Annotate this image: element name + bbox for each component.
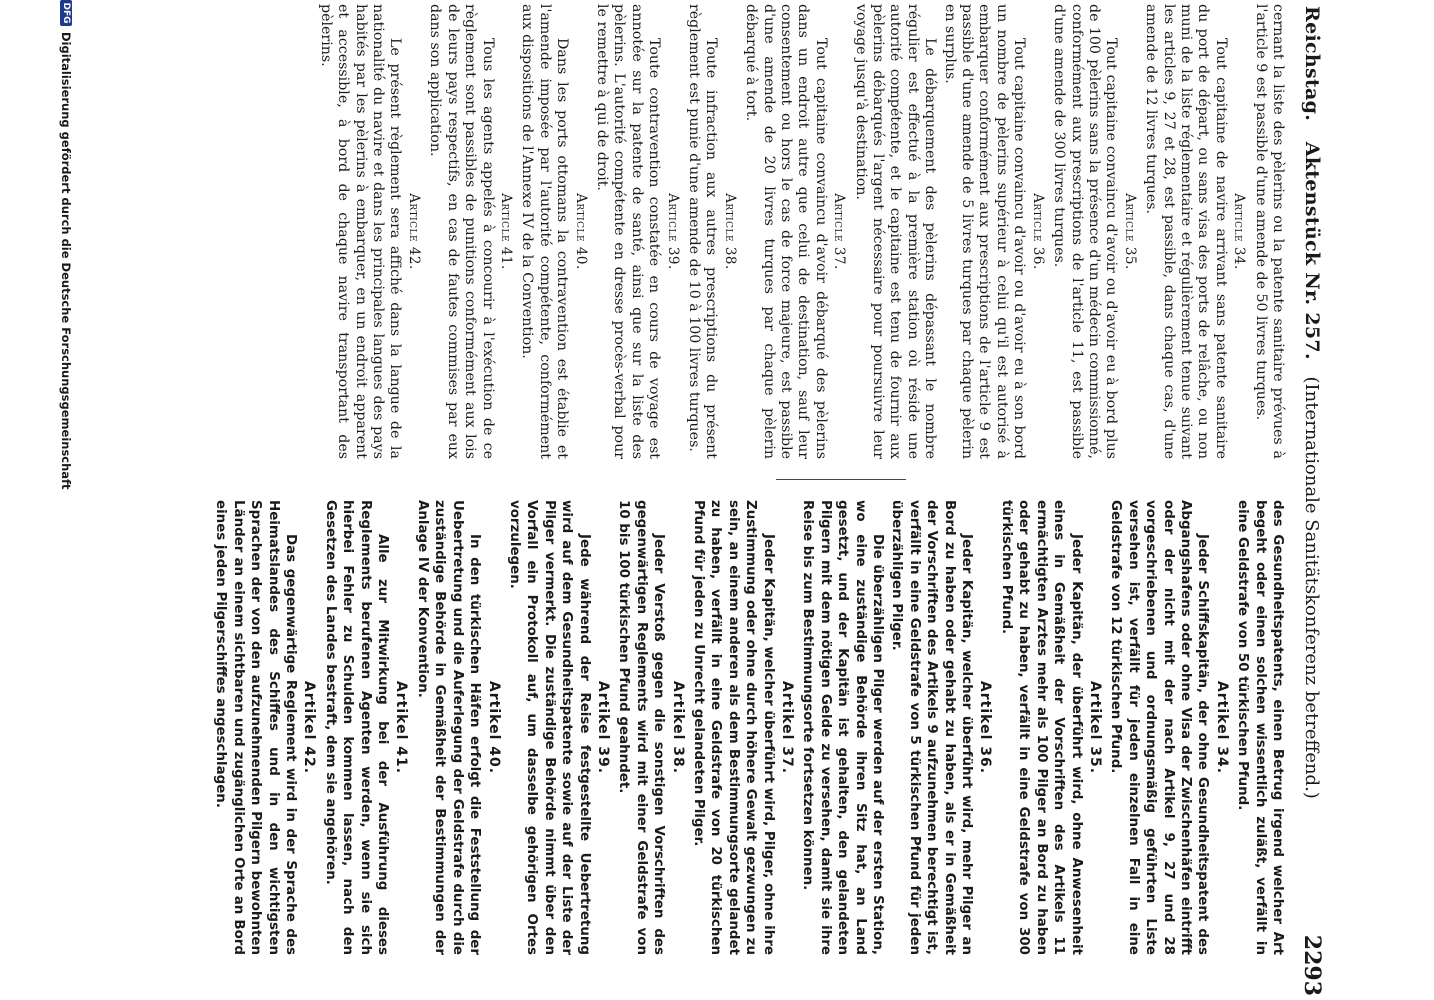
article-text: Jede während der Reise festgestellte Uebertretung wird auf dem Gesundheitspatente sowie auf der Liste der Pilger vermerkt. Die zuständige Behörde nimmt über den Vorfall ein Protokoll auf, um dasselbe gehörigen Ortes vorzulegen. — [506, 500, 592, 955]
article-text: Jeder Kapitän, der überführt wird, ohne Anwesenheit eines in Gemäßheit der Vorschriften des Artikels 11 ermächtigten Arztes mehr als 100 Pilger an Bord zu haben oder gehabt zu haben, verfällt in eine Geldstrafe von 300 türkischen Pfund. — [998, 500, 1084, 955]
article-text: Jeder Verstoß gegen die sonstigen Vorschriften des gegenwärtigen Reglements wird mit einer Geldstrafe von 10 bis 100 türkischen Pfund geahndet. — [616, 500, 667, 955]
article-heading: Artikel 40. — [485, 680, 502, 775]
article-heading: Artikel 38. — [669, 680, 686, 775]
header-subtitle: (Internationale Sanitätskonferenz betreffend.) — [1301, 376, 1322, 799]
article-heading: Artikel 34. — [1213, 680, 1230, 775]
article-text: Tous les agents appelés à concourir à l'exécution de ce règlement sont passibles de punitions conformément aux lois de leurs pays respectifs, en cas de fautes commises par eux dans son application. — [427, 4, 496, 459]
article-heading: Article 37. — [831, 193, 848, 270]
article-heading: Artikel 37. — [779, 680, 796, 775]
article-heading: Article 42. — [405, 193, 422, 270]
german-intro: des Gesundheitspatents, einen Betrug irgend welcher Art begeht oder einen solchen wissentlich zuläßt, verfällt in eine Geldstrafe von 50 türkischen Pfund. — [1235, 500, 1285, 955]
header-title: Reichstag. — [1301, 6, 1323, 122]
page-number: 2293 — [1299, 934, 1325, 996]
german-articles — [212, 500, 1230, 955]
article-text: Toute contravention constatée en cours de voyage est annotée sur la patente de santé, ainsi que sur la liste des pèlerins. L'autorité compétente en dresse procès-verbal pour le remettre à qui de droit. — [593, 4, 663, 459]
article-text: In den türkischen Häfen erfolgt die Feststellung der Uebertretung und die Auferlegung der Geldstrafe durch die zuständige Behörde in Gemäßheit der Bestimmungen der Anlage IV der Konvention. — [414, 500, 483, 955]
column-divider — [776, 479, 906, 480]
french-column — [314, 4, 1286, 459]
article-heading: Article 39. — [664, 193, 681, 270]
article-text: Tout capitaine convaincu d'avoir ou d'avoir eu à bord plus de 100 pèlerins sans la présence d'un médecin commissionné, conformément aux prescriptions de l'article 11, est passible d'une amende de 300 livres turques. — [1051, 4, 1120, 459]
article-text: Toute infraction aux autres prescriptions du présent règlement est punie d'une amende de 10 à 100 livres turques. — [686, 4, 720, 459]
article-text: Dans les ports ottomans la contravention est établie et l'amende imposée par l'autorité compétente, conformément aux dispositions de l'Annexe IV de la Convention. — [519, 4, 571, 459]
article-text: Tout capitaine convaincu d'avoir débarqué des pèlerins dans un endroit autre que celui de destination, sauf leur consentement ou hors le cas de force majeure, est passible d'une amende de 20 livres turques par chaque pèlerin débarqué à tort. — [743, 4, 829, 459]
article-heading: Article 38. — [721, 193, 738, 270]
article-heading: Article 35. — [1121, 193, 1138, 270]
article-heading: Artikel 42. — [301, 680, 318, 775]
article-text: Tout capitaine de navire arrivant sans patente sanitaire du port de départ, ou sans visa des ports de relâche, ou non muni de la liste réglementaire et régulièrement tenue suivant les articles 9, 27 et 28, est passible, dans chaque cas, d'une amende de 12 livres turques. — [1143, 4, 1229, 459]
french-intro: cernant la liste des pèlerins ou la patente sanitaire prévues à l'article 9 est passible d'une amende de 50 livres turques. — [1252, 4, 1286, 459]
article-text: Alle zur Mitwirkung bei der Ausführung dieses Reglements berufenen Agenten werden, wenn sie sich hierbei Fehler zu Schulden kommen lassen, nach den Gesetzen des Landes bestraft, dem sie angehören. — [322, 500, 391, 955]
article-heading: Artikel 36. — [977, 680, 994, 775]
dfg-logo: DFG — [60, 0, 72, 26]
article-heading: Article 41. — [497, 193, 514, 270]
header-doc-number: Aktenstück Nr. 257. — [1301, 141, 1323, 360]
article-heading: Article 34. — [1231, 193, 1248, 270]
article-text: Le présent règlement sera affiché dans la langue de la nationalité du navire et dans les principales langues des pays habités par les pèlerins à embarquer, en un endroit apparent et accessible, à bord de chaque navire transportant des pèlerins. — [317, 4, 404, 459]
article-text: Jeder Kapitän, welcher überführt wird, Pilger, ohne ihre Zustimmung oder ohne durch höhere Gewalt gezwungen zu sein, an einem anderen als dem Bestimmungsorte gelandet zu haben, verfällt in eine Geldstrafe von 20 türkischen Pfund für jeden zu Unrecht gelandeten Pilger. — [691, 500, 776, 955]
article-heading: Artikel 35. — [1086, 680, 1103, 775]
article-heading: Artikel 41. — [393, 680, 410, 775]
german-column — [210, 500, 1286, 955]
header-left — [1301, 6, 1323, 799]
french-articles — [316, 4, 1247, 459]
article-text: Die überzähligen Pilger werden auf der ersten Station, wo eine zuständige Behörde ihren Sitz hat, an Land gesetzt, und der Kapitän ist gehalten, den gelandeten Pilgern mit dem nötigen Gelde zu versehen, damit sie ihre Reise bis zum Bestimmungsorte fortsetzen können. — [800, 500, 886, 955]
rotated-page — [36, 0, 1336, 1000]
digitization-credit: Digitalisierung gefördert durch die Deutsche Forschungsgemeinschaft — [59, 32, 73, 490]
article-text: Das gegenwärtige Reglement wird in der Sprache des Heimatslandes des Schiffes und in den wichtigsten Sprachen der von den aufzunehmenden Pilgern bewohnten Länder an einem sichtbaren und zugänglichen Orte an Bord eines jeden Pilgerschiffes angeschlagen. — [213, 500, 299, 955]
page-header — [1292, 6, 1332, 996]
article-heading: Artikel 39. — [594, 680, 611, 775]
article-heading: Article 40. — [572, 193, 589, 270]
page-footer — [46, 0, 86, 1000]
article-text: Le débarquement des pèlerins dépassant le nombre régulier est effectué à la première station où réside une autorité compétente, et le capitaine est tenu de fournir aux pèlerins débarqués l'argent nécessaire pour poursuivre leur voyage jusqu'à destination. — [852, 4, 939, 459]
article-text: Jeder Kapitän, welcher überführt wird, mehr Pilger an Bord zu haben oder gehabt zu haben, als er in Gemäßheit der Vorschriften des Artikels 9 aufzunehmen berechtigt ist, verfällt in eine Geldstrafe von 5 türkischen Pfund für jeden überzähligen Pilger. — [889, 500, 975, 955]
article-text: Tout capitaine convaincu d'avoir ou d'avoir eu à son bord un nombre de pèlerins supérieur à celui qu'il est autorisé à embarquer conformément aux prescriptions de l'article 9 est passible d'une amende de 5 livres turques par chaque pèlerin en surplus. — [941, 4, 1028, 459]
article-heading: Article 36. — [1029, 193, 1046, 270]
article-text: Jeder Schiffskapitän, der ohne Gesundheitspatent des Abgangshafens oder ohne Visa der Zwischenhäfen eintrifft oder der nicht mit der nach Artikel 9, 27 und 28 vorgeschriebenen und ordnungsmäßig geführten Liste versehen ist, verfällt für jeden einzelnen Fall in eine Geldstrafe von 12 türkischen Pfund. — [1108, 500, 1211, 955]
